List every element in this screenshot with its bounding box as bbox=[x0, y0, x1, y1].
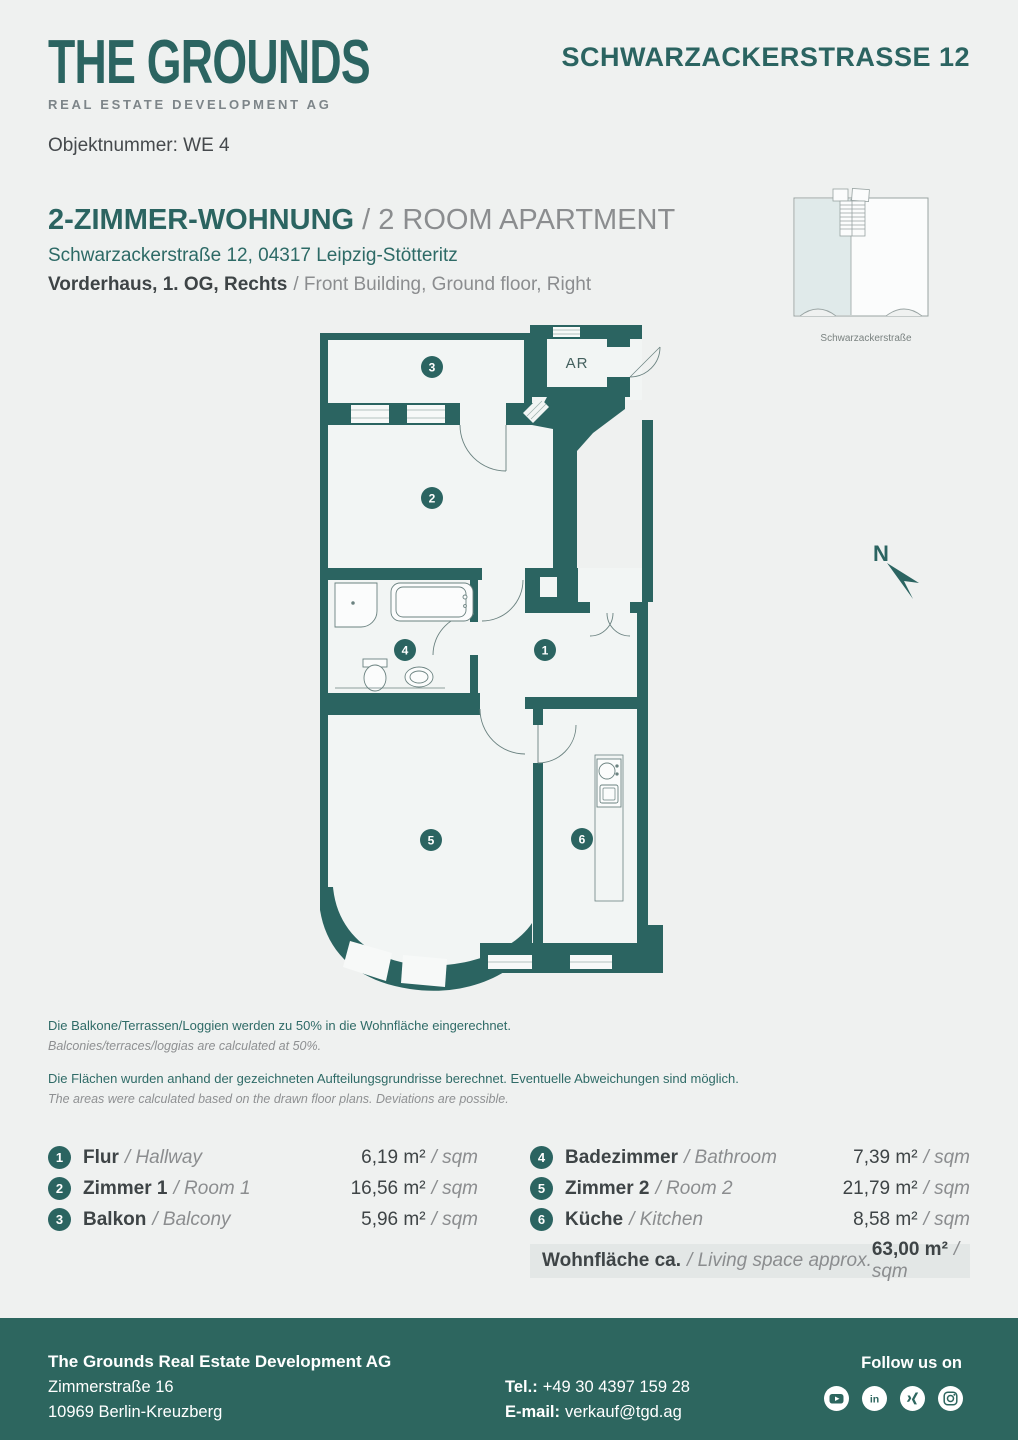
linkedin-icon[interactable] bbox=[862, 1386, 887, 1411]
footer-street: Zimmerstraße 16 bbox=[48, 1378, 174, 1396]
row-badge: 6 bbox=[530, 1208, 553, 1231]
badge-4: 4 bbox=[401, 643, 409, 658]
note1-de: Die Balkone/Terrassen/Loggien werden zu 50% in die Wohnfläche eingerechnet. bbox=[48, 1018, 511, 1033]
bathtub-icon bbox=[391, 583, 473, 621]
note2-de: Die Flächen wurden anhand der gezeichneten Aufteilungsgrundrisse berechnet. Eventuelle Abweichungen sind möglich. bbox=[48, 1071, 739, 1086]
row-badge: 5 bbox=[530, 1177, 553, 1200]
object-number: Objektnummer: WE 4 bbox=[48, 135, 230, 156]
total-living-space-row: Wohnfläche ca. / Living space approx. 63,00 m² / sqm bbox=[530, 1244, 970, 1278]
note1-en: Balconies/terraces/loggias are calculated at 50%. bbox=[48, 1039, 322, 1053]
footer-city: 10969 Berlin-Kreuzberg bbox=[48, 1403, 223, 1421]
badge-1: 1 bbox=[541, 643, 549, 658]
row-badge: 3 bbox=[48, 1208, 71, 1231]
footer-email: E-mail: verkauf@tgd.ag bbox=[505, 1403, 682, 1421]
total-label-en: / Living space approx. bbox=[687, 1250, 872, 1271]
apartment-location bbox=[48, 274, 675, 296]
title-block bbox=[48, 204, 675, 296]
badge-2: 2 bbox=[428, 491, 436, 506]
table-row: 6 Küche / Kitchen 8,58 m² / sqm bbox=[530, 1204, 970, 1235]
total-label-de: Wohnfläche ca. bbox=[542, 1250, 682, 1271]
badge-3: 3 bbox=[428, 360, 436, 375]
sink-icon bbox=[405, 667, 433, 687]
footer bbox=[0, 1318, 1018, 1440]
row-badge: 1 bbox=[48, 1146, 71, 1169]
table-row: 3 Balkon / Balcony 5,96 m² / sqm bbox=[48, 1204, 478, 1235]
logo-wordmark: THE GROUNDS bbox=[48, 28, 370, 97]
footer-phone: Tel.: +49 30 4397 159 28 bbox=[505, 1378, 690, 1396]
total-area-value: 63,00 m² bbox=[871, 1239, 948, 1260]
note2-en: The areas were calculated based on the drawn floor plans. Deviations are possible. bbox=[48, 1092, 509, 1106]
floor-plan bbox=[295, 325, 685, 995]
logo-subtitle: REAL ESTATE DEVELOPMENT AG bbox=[48, 97, 332, 112]
table-row: 2 Zimmer 1 / Room 1 16,56 m² / sqm bbox=[48, 1173, 478, 1204]
badge-6: 6 bbox=[578, 832, 586, 847]
storage-room-label: AR bbox=[565, 355, 589, 372]
company-logo bbox=[48, 28, 495, 112]
shower-icon bbox=[335, 583, 377, 627]
table-row: 4 Badezimmer / Bathroom 7,39 m² / sqm bbox=[530, 1142, 970, 1173]
site-plan bbox=[786, 186, 946, 332]
street-label: Schwarzackerstraße bbox=[820, 333, 912, 344]
table-row: 1 Flur / Hallway 6,19 m² / sqm bbox=[48, 1142, 478, 1173]
apartment-address: Schwarzackerstraße 12, 04317 Leipzig-Stötteritz bbox=[48, 245, 458, 266]
row-badge: 2 bbox=[48, 1177, 71, 1200]
row-badge: 4 bbox=[530, 1146, 553, 1169]
north-arrow bbox=[865, 535, 925, 607]
apartment-title bbox=[48, 204, 675, 236]
svg-text:in: in bbox=[869, 1393, 880, 1406]
north-label: N bbox=[873, 541, 889, 566]
location-de: Vorderhaus, 1. OG, Rechts bbox=[48, 274, 288, 295]
north-dart-icon bbox=[887, 563, 919, 599]
disclaimer-notes bbox=[48, 1016, 748, 1109]
xing-icon[interactable] bbox=[900, 1386, 925, 1411]
instagram-icon[interactable] bbox=[938, 1386, 963, 1411]
table-row: 5 Zimmer 2 / Room 2 21,79 m² / sqm bbox=[530, 1173, 970, 1204]
project-title: SCHWARZACKERSTRASSE 12 bbox=[561, 42, 970, 72]
youtube-icon[interactable] bbox=[824, 1386, 849, 1411]
location-en: / Front Building, Ground floor, Right bbox=[293, 274, 592, 295]
badge-5: 5 bbox=[427, 833, 435, 848]
apartment-title-de: 2-ZIMMER-WOHNUNG bbox=[48, 204, 355, 236]
apartment-title-en: / 2 ROOM APARTMENT bbox=[362, 204, 676, 236]
social-icons bbox=[824, 1386, 963, 1411]
footer-company: The Grounds Real Estate Development AG bbox=[48, 1352, 392, 1371]
follow-us-label: Follow us on bbox=[861, 1354, 962, 1372]
